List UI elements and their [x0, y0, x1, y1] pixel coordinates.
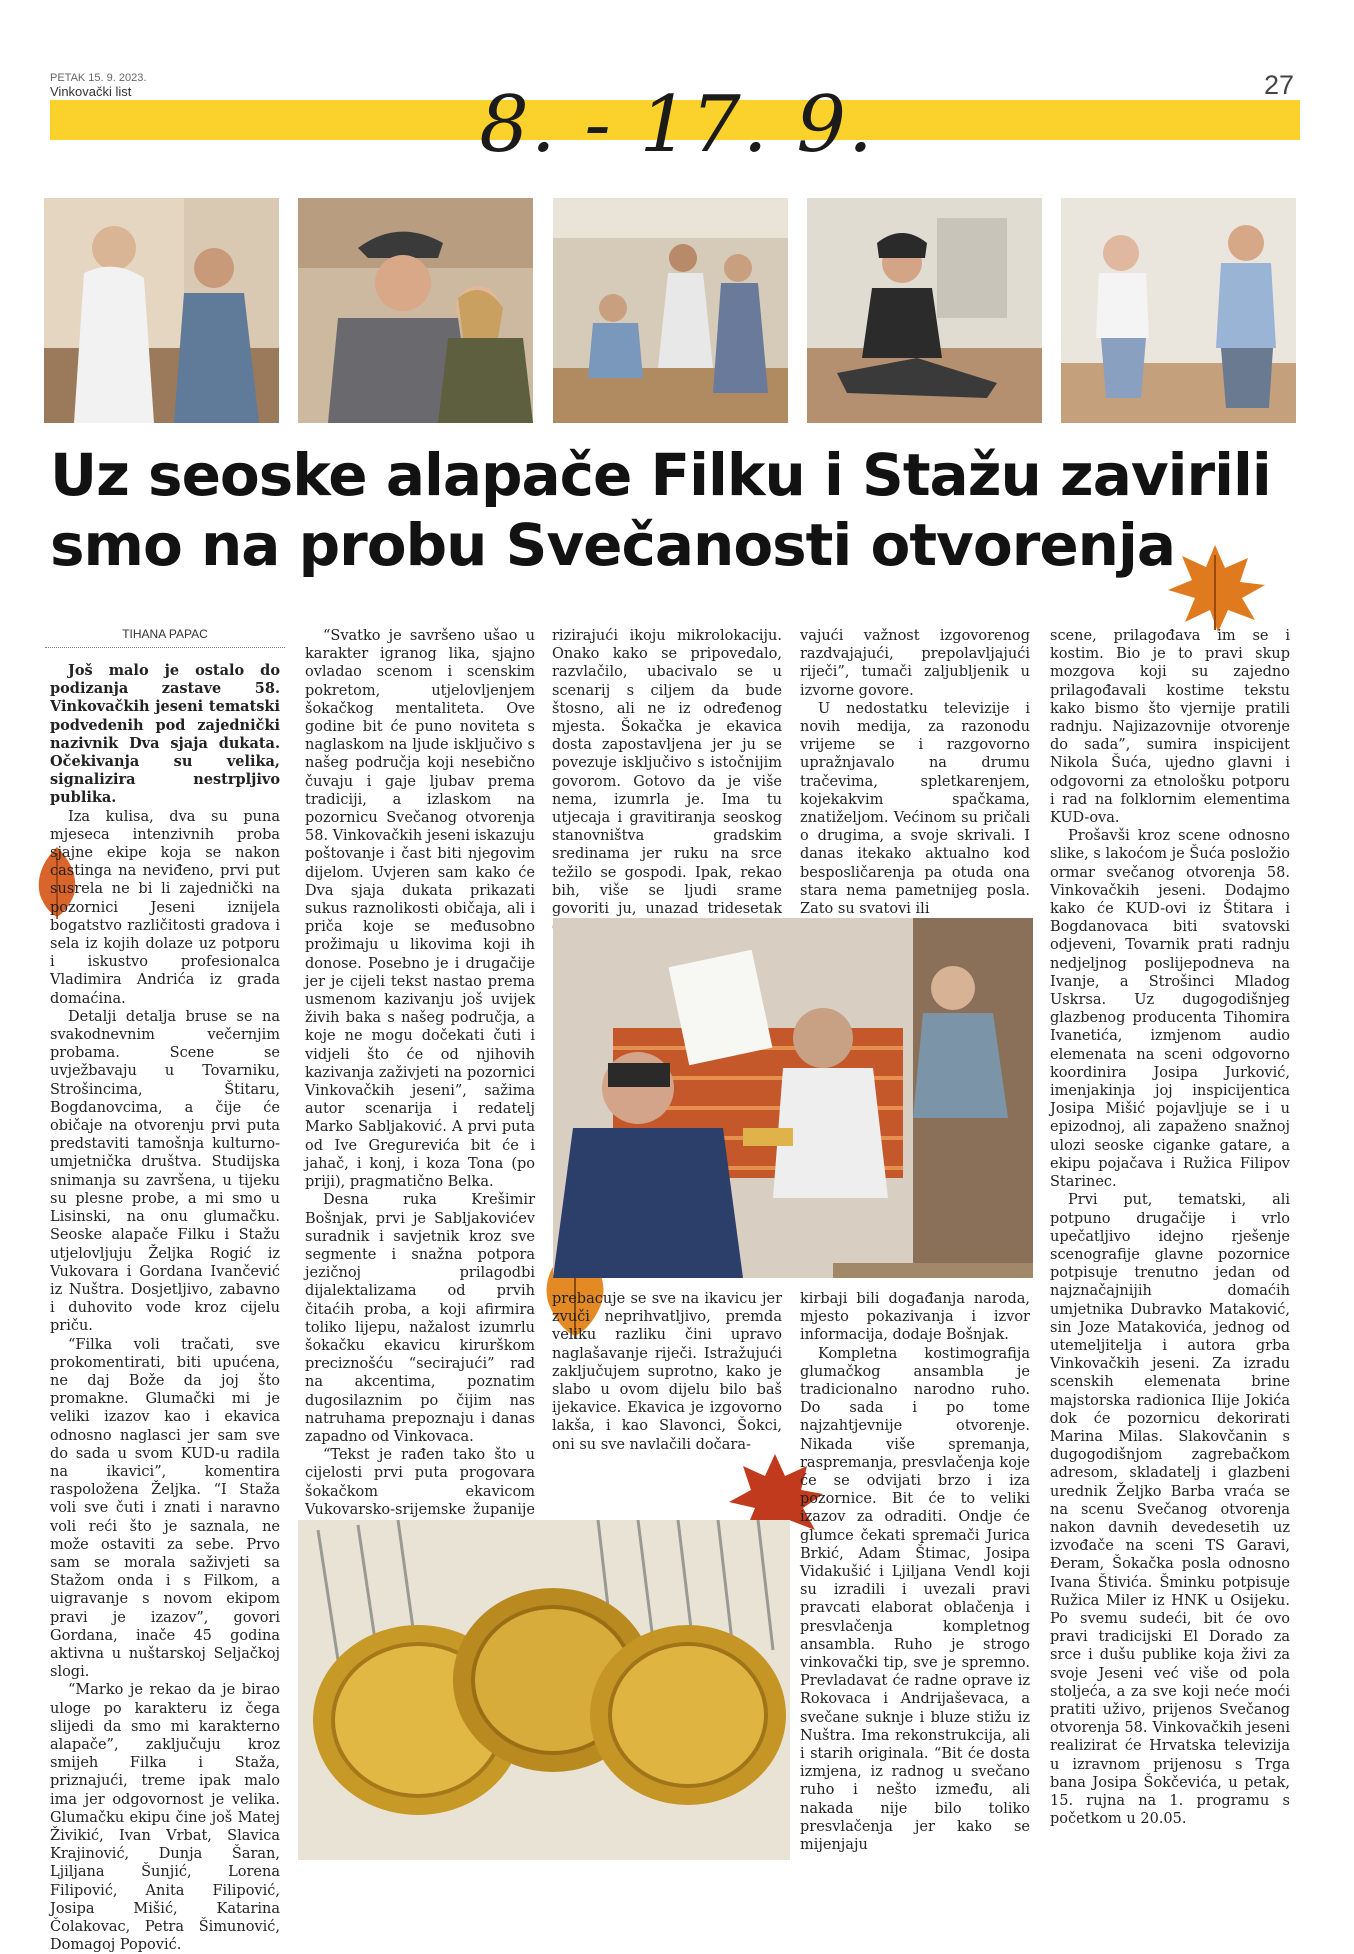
article-column-3-bottom [552, 1290, 782, 1454]
paragraph: Detalji detalja bruse se na svakodnevnim večernjim probama. Scene se uvježbavaju u Tovarniku, Strošincima, Štitaru, Bogdanovcima, a čije će običaje na otvorenju prvi puta predstaviti tamošnja kulturno-umjetnička društva. Studijska snimanja su završena, u tijeku su plesne probe, a mi smo u Lisinski, na onu glumačku. Seoske alapače Filku i Stažu utjelovljuju Željka Rogić iz Vukovara i Gordana Ivančević iz Nuštra. Dosjetljivo, zabavno i duhovito vode kroz cijelu priču. [50, 1008, 280, 1335]
paragraph: “Filka voli tračati, sve prokomentirati, biti upućena, ne daj Bože da joj što promakne. Glumački mi je veliki izazov kao i ekavica odnosno naglasci jer sam sve do sada u svom KUD-u radila na ikavici”, komentira raspoložena Željka. “I Staža voli sve čuti i znati i naravno voli reći što je saznala, ne može ostaviti za sebe. Prvo sam se morala saživjeti sa Stažom onda i s Filkom, a uigravanje s novom ekipom pravi je izazov”, govori Gordana, inače 45 godina aktivna u nuštarskoj Seljačkoj slogi. [50, 1336, 280, 1681]
paragraph: vajući važnost izgovorenog razdvajajući, prepolavljajući riječi”, tumači zaljubljenik u izvorne govore. [800, 628, 1030, 699]
paragraph: U nedostatku televizije i novih medija, za razonodu vrijeme se i razgovorno upražnjavalo na drumu tračevima, spletkarenjem, kojekakvim spačkama, znatiželjom. Većinom su pričali o drugima, a svoje skrivali. I danas itekako aktualno kod besposličarenja pa otuda ona stara nema pametnijeg posla. Zato su svatovi ili [800, 700, 1030, 918]
gold-coins-photo [298, 1520, 790, 1860]
article-lead: Još malo je ostalo do podizanja zastave 58. Vinkovačkih jeseni tematski podvedenih pod zajednički nazivnik Dva sjaja dukata. Očekivanja su velika, signalizira nestrpljivo publika. [50, 662, 280, 807]
article-column-5 [1050, 627, 1290, 1828]
issue-date: PETAK 15. 9. 2023. [50, 72, 147, 84]
paragraph: scene, prilagođava im se i kostim. Bio je to pravi skup mozgova koji su zajedno prilagođavali kostime tekstu kako bismo što vjernije pratili radnju. Najizazovnije otvorenje do sada”, sumira inspicijent Nikola Šuća, ujedno glavni i odgovorni za etnološku potporu i rad na folklornim elementima KUD-ova. [1050, 628, 1290, 827]
article-column-4-top [800, 627, 1030, 918]
paragraph: Desna ruka Krešimir Bošnjak, prvi je Sabljakovićev suradnik i savjetnik kroz sve segmente i snažna potpora jezičnoj prilagodbi dijalektalizama od prvih čitaćih proba, a koji afirmira toliko lijepu, nažalost izumrlu šokačku ekavicu kirurškom preciznošću “secirajući” rad na akcentima, poznatim dugosilaznim po čijim nas natruhama prepoznaju i danas zapadno od Vinkovaca. [305, 1192, 535, 1445]
festival-dates-banner: 8. - 17. 9. [479, 80, 875, 170]
paragraph: kirbaji bili događanja naroda, mjesto pokazivanja i izvor informacija, dodaje Bošnjak. [800, 1291, 1030, 1344]
article-column-4-bottom [800, 1290, 1030, 1854]
sofa-reading-photo [553, 918, 1033, 1278]
paragraph: Prvi put, tematski, ali potpuno drugačije i vrlo upečatljivo idejno rješenje scenografije glavne pozornice potpisuje trenutno jedan od najznačajnijih domaćih umjetnika Dubravko Mataković, sin Joze Matakovića, jednog od utemeljitelja i autora grba Vinkovačkih jeseni. Za izradu scenskih elemenata brine majstorska radionica Ilije Jokića dok će pozornicu dekorirati Marina Milas. Slakovčanin s dugogodišnjom zagrebačkom adresom, skladatelj i glazbeni urednik Željko Barba vraća se na scenu Svečanog otvorenja nakon davnih devedesetih uz izvođače na sceni TS Garavi, Đeram, Šokačka posla odnosno Ivana Štivića. Šminku potpisuje Ružica Miler iz HNK u Osijeku. Po svemu sudeći, bit će ovo pravi tradicijski El Dorado za srce i dušu publike koja živi za svoje Jeseni već više od pola stoljeća, a za sve koji neće moći pratiti uživo, prijenos Svečanog otvorenja 58. Vinkovačkih jeseni realizirat će Hrvatska televizija u izravnom prijenosu s Trga bana Josipa Šokčevića, u petak, 15. rujna na 1. programu s početkom u 20.05. [1050, 1192, 1290, 1828]
rehearsal-photo-4 [807, 198, 1042, 423]
page-number: 27 [1263, 70, 1294, 100]
rehearsal-photo-3 [553, 198, 788, 423]
rehearsal-photo-5 [1061, 198, 1296, 423]
paragraph: prebacuje se sve na ikavicu jer zvuči neprihvatljivo, premda veliku razliku čini upravo naglašavanje riječi. Istražujući zaključujem suprotno, kako je slabo u ovom dijelu bilo baš ijekavice. Ekavica je izgovorno lakša, i kao Slavonci, Šokci, oni su sve navlačili dočara- [552, 1291, 782, 1453]
rehearsal-photo-2 [298, 198, 533, 423]
paragraph: rizirajući ikoju mikrolokaciju. Onako kako se pripovedalo, razvlačilo, ubacivalo se u scenarij s ciljem da bude štosno, ali ne iz određenog mjesta. Šokačka je ekavica dosta zapostavljena jer ju se povezuje isključivo s istočnijim govorom. Gotovo da je više nema, izumrla je. Ima tu utjecaja i gravitiranja seoskog stanovništva gradskim sredinama jer ruku na srce težilo se gospodi. Ipak, rekao bih, više se ljudi srame govoriti ju, unazad tridesetak [552, 628, 782, 918]
paragraph: Kompletna kostimografija glumačkog ansambla je tradicionalno narodno ruho. Do sada i po tome najzahtjevnije otvorenje. Nikada više spremanja, raspremanja, presvlačenja koje će se odvijati brzo i iza pozornice. Bit će to veliki izazov za odraditi. Ondje će glumce čekati spremači Jurica Brkić, Adam Štimac, Josipa Vidakušić i Ljiljana Vendl koji su izradili i uvezali pravi pravcati elaborat oblačenja i presvlačenja kompletnog ansambla. Ruho je strogo vinkovački tip, sve je spremno. Prevladavat će radne oprave iz Rokovaca i Andrijaševaca, a svečane suknje i bluze stižu iz Nuštra. Ima rekonstrukcija, ali i starih originala. “Bit će dosta izmjena, iz radnog u svečano ruho i nešto između, ali nakada nije bilo toliko presvlačenja jer kako se mijenjaju [800, 1345, 1030, 1854]
headline-line-1: Uz seoske alapače Filku i Stažu zavirili [50, 441, 1271, 509]
paragraph: “Svatko je savršeno ušao u karakter igranog lika, sjajno ovladao scenom i scenskim pokretom, utjelovljenjem šokačkog mentaliteta. Ove godine bit će puno noviteta s naglaskom na ljude isključivo s našeg područja koji nesebično čuvaju i gaje ljubav prema tradiciji, a izlaskom na pozornicu Svečanog otvorenja 58. Vinkovačkih jeseni iskazuju poštovanje i čast biti njegovim dijelom. Uvjeren sam kako će Dva sjaja dukata prikazati sukus raznolikosti običaja, ali i priča koje se međusobno prožimaju u likovima koji ih donose. Posebno je i drugačije jer je cijeli tekst nastao prema usmenom kazivanju još uvijek živih baka s našeg područja, a koje ne mogu dočekati čuti i vidjeli što će od njihovih kazivanja zaživjeti na pozornici Vinkovačkih jeseni”, sažima autor scenarija i redatelj Marko Sabljaković. A prvi puta od Ive Gregurevića bit će i jahač, i konj, i koza Tona (po priji), pragmatično Belka. [305, 628, 535, 1191]
newspaper-name: Vinkovački list [50, 84, 132, 99]
article-column-2 [305, 627, 535, 1537]
paragraph: “Marko je rekao da je birao uloge po karakteru iz čega slijedi da smo mi karakterno alapače”, zaključuju kroz smijeh Filka i Staža, priznajući, treme ipak malo ima jer odgovornost je velika. Glumačku ekipu čine još Matej Živikić, Ivan Vrbat, Slavica Krajinović, Dunja Šaran, Ljiljana Šunjić, Lorena Filipović, Anita Filipović, Josipa Mišić, Katarina Čolakovac, Petra Šimunović, Domagoj Popović. [50, 1682, 280, 1954]
paragraph: Iza kulisa, dva su puna mjeseca intenzivnih proba sjajne ekipe koja se nakon castinga na neviđeno, prvi put susrela ne bi li zajednički na pozornici Jeseni iznijela bogatstvo različitosti gradova i sela iz kojih dolaze uz potporu i iskustvo profesionalca Vladimira Andrića iz grada domaćina. [50, 808, 280, 1007]
author-byline: TIHANA PAPAC [45, 627, 285, 648]
article-column-1 [50, 662, 280, 1954]
rehearsal-photo-1 [44, 198, 279, 423]
article-headline [50, 440, 1310, 580]
paragraph: “Tekst je rađen tako što u cijelosti prvi puta progovara šokačkom ekavicom Vukovarsko-srijemske županije [305, 1447, 535, 1518]
autumn-leaf-icon [1160, 540, 1270, 635]
headline-line-2: smo na probu Svečanosti otvorenja [50, 511, 1175, 579]
paragraph: Prošavši kroz scene odnosno slike, s lakoćom je Šuća posložio ormar svečanog otvorenja 58. Vinkovačkih jeseni. Dodajmo kako će KUD-ovi iz Štitara i Bogdanovaca biti svatovski odjeveni, Tovarnik prati radnju nedjeljnog poslijepodneva na Ivanje, a Strošinci Mladog Uskrsa. Uz dugogodišnjeg glazbenog producenta Tihomira Ivanetića, izmjenom audio elemenata na sceni odgovorno koordinira Josipa Jurković, imenjakinja joj inspicijentica Josipa Mišić pojavljuje se i u epizodnoj, ali zapaženo snažnoj ulozi seoske ciganke gatare, a ekipu pojačava i Ružica Filipov Starinec. [1050, 828, 1290, 1191]
article-column-3-top [552, 627, 782, 936]
